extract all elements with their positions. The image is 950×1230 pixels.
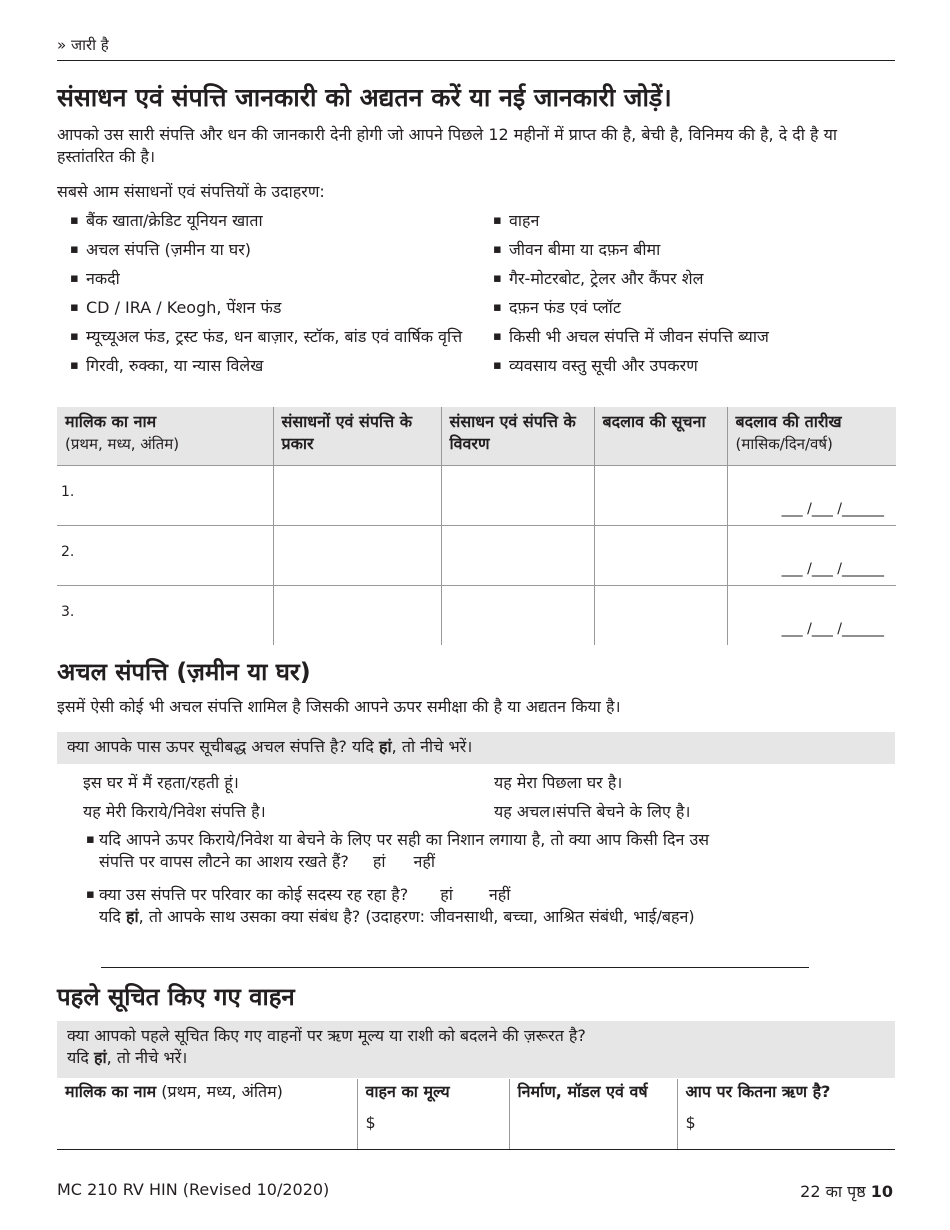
answer-no[interactable]: नहीं — [488, 885, 511, 904]
resource-description-field[interactable] — [441, 525, 594, 585]
table-row — [57, 525, 896, 585]
change-date-field[interactable]: ___ /___ /______ — [727, 465, 896, 525]
vehicle-make-model-field[interactable]: निर्माण, मॉडल एवं वर्ष — [509, 1079, 677, 1149]
list-item: ▪ किसी भी अचल संपत्ति में जीवन संपत्ति ब्याज — [493, 326, 893, 348]
answer-yes[interactable]: हां — [372, 852, 386, 871]
resource-description-field[interactable] — [441, 585, 594, 645]
list-item: ▪ CD / IRA / Keogh, पेंशन फंड — [70, 297, 470, 319]
examples-label: सबसे आम संसाधनों एवं संपत्तियों के उदाहरण: — [57, 182, 325, 201]
continued-label: » जारी है — [57, 36, 109, 54]
vehicles-question: क्या आपको पहले सूचित किए गए वाहनों पर ऋण मूल्य या राशी को बदलने की ज़रूरत है? यदि हां, तो नीचे भरें। — [57, 1021, 895, 1078]
vehicle-owner-field[interactable]: मालिक का नाम (प्रथम, मध्य, अंतिम) — [65, 1082, 283, 1101]
change-notice-field[interactable] — [594, 525, 727, 585]
form-id: MC 210 RV HIN (Revised 10/2020) — [57, 1180, 330, 1199]
list-item: ▪ नकदी — [70, 268, 470, 290]
option-for-sale[interactable]: यह अचल।संपत्ति बेचने के लिए है। — [494, 802, 691, 821]
list-item: ▪ जीवन बीमा या दफ़न बीमा — [493, 239, 893, 261]
change-notice-field[interactable] — [594, 585, 727, 645]
section-title-real-estate: अचल संपत्ति (ज़मीन या घर) — [57, 658, 311, 686]
col-change-date: बदलाव की तारीख (मासिक/दिन/वर्ष) — [727, 407, 896, 465]
section-intro: आपको उस सारी संपत्ति और धन की जानकारी देनी होगी जो आपने पिछले 12 महीनों में प्राप्त की है, बेची है, विनिमय की है, दे दी है या हस्तांतरित की है। — [57, 125, 838, 166]
option-rental-investment[interactable]: यह मेरी किराये/निवेश संपत्ति है। — [83, 802, 266, 821]
list-item: ▪ दफ़न फंड एवं प्लॉट — [493, 297, 893, 319]
col-change-notice: बदलाव की सूचना — [594, 407, 727, 465]
row-number: 3. — [57, 585, 273, 645]
col-resource-description: संसाधन एवं संपत्ति के विवरण — [441, 407, 594, 465]
resource-type-field[interactable] — [273, 525, 441, 585]
list-item: ▪ गिरवी, रुक्का, या न्यास विलेख — [70, 355, 470, 377]
real-estate-question: क्या आपके पास ऊपर सूचीबद्ध अचल संपत्ति है? यदि हां, तो नीचे भरें। — [57, 732, 895, 764]
section-title-resources: संसाधन एवं संपत्ति जानकारी को अद्यतन करें या नई जानकारी जोड़ें। — [57, 83, 672, 112]
resource-type-field[interactable] — [273, 585, 441, 645]
col-owner-name: मालिक का नाम (प्रथम, मध्य, अंतिम) — [57, 407, 273, 465]
vehicles-table — [57, 1079, 896, 1149]
bullet-family-member: ▪ क्या उस संपत्ति पर परिवार का कोई सदस्य रह रहा है? हां नहीं यदि हां, तो आपके साथ उसका क्या संबंध है? (उदाहरण: जीवनसाथी, बच्चा, आश्रित संबंधी, भाई/बहन) — [86, 885, 695, 926]
vehicles-table-bottom-rule — [57, 1149, 895, 1150]
row-number: 1. — [57, 465, 273, 525]
page-number: 22 का पृष्ठ 10 — [800, 1182, 893, 1201]
relationship-input-line[interactable] — [101, 967, 809, 968]
option-live-here[interactable]: इस घर में मैं रहता/रहती हूं। — [83, 773, 239, 792]
answer-no[interactable]: नहीं — [413, 852, 436, 871]
resource-type-field[interactable] — [273, 465, 441, 525]
list-item: ▪ व्यवसाय वस्तु सूची और उपकरण — [493, 355, 893, 377]
list-item: ▪ अचल संपत्ति (ज़मीन या घर) — [70, 239, 470, 261]
resource-description-field[interactable] — [441, 465, 594, 525]
list-item: ▪ म्यूच्यूअल फंड, ट्रस्ट फंड, धन बाज़ार, स्टॉक, बांड एवं वार्षिक वृत्ति — [70, 326, 470, 348]
real-estate-intro: इसमें ऐसी कोई भी अचल संपत्ति शामिल है जिसकी आपने ऊपर समीक्षा की है या अद्यतन किया है। — [57, 697, 621, 716]
table-row — [57, 1079, 896, 1149]
vehicle-value-field[interactable]: वाहन का मूल्य $ — [357, 1079, 509, 1149]
answer-yes[interactable]: हां — [440, 885, 453, 904]
section-title-vehicles: पहले सूचित किए गए वाहन — [57, 983, 295, 1011]
resources-table — [57, 407, 896, 645]
examples-list-left — [70, 210, 470, 384]
examples-list-right — [493, 210, 893, 384]
col-resource-type: संसाधनों एवं संपत्ति के प्रकार — [273, 407, 441, 465]
list-item: ▪ गैर-मोटरबोट, ट्रेलर और कैंपर शेल — [493, 268, 893, 290]
table-row — [57, 465, 896, 525]
row-number: 2. — [57, 525, 273, 585]
table-row — [57, 585, 896, 645]
list-item: ▪ वाहन — [493, 210, 893, 232]
change-date-field[interactable]: ___ /___ /______ — [727, 585, 896, 645]
change-notice-field[interactable] — [594, 465, 727, 525]
table-header-row — [57, 407, 896, 465]
option-previous-home[interactable]: यह मेरा पिछला घर है। — [494, 773, 623, 792]
bullet-intend-return: ▪ यदि आपने ऊपर किराये/निवेश या बेचने के लिए पर सही का निशान लगाया है, तो क्या आप किसी दिन उस संपत्ति पर वापस लौटने का आशय रखते हैं? हां नहीं — [86, 830, 710, 871]
vehicle-debt-field[interactable]: आप पर कितना ऋण है? $ — [677, 1079, 896, 1149]
list-item: ▪ बैंक खाता/क्रेडिट यूनियन खाता — [70, 210, 470, 232]
header-rule — [57, 60, 895, 61]
change-date-field[interactable]: ___ /___ /______ — [727, 525, 896, 585]
